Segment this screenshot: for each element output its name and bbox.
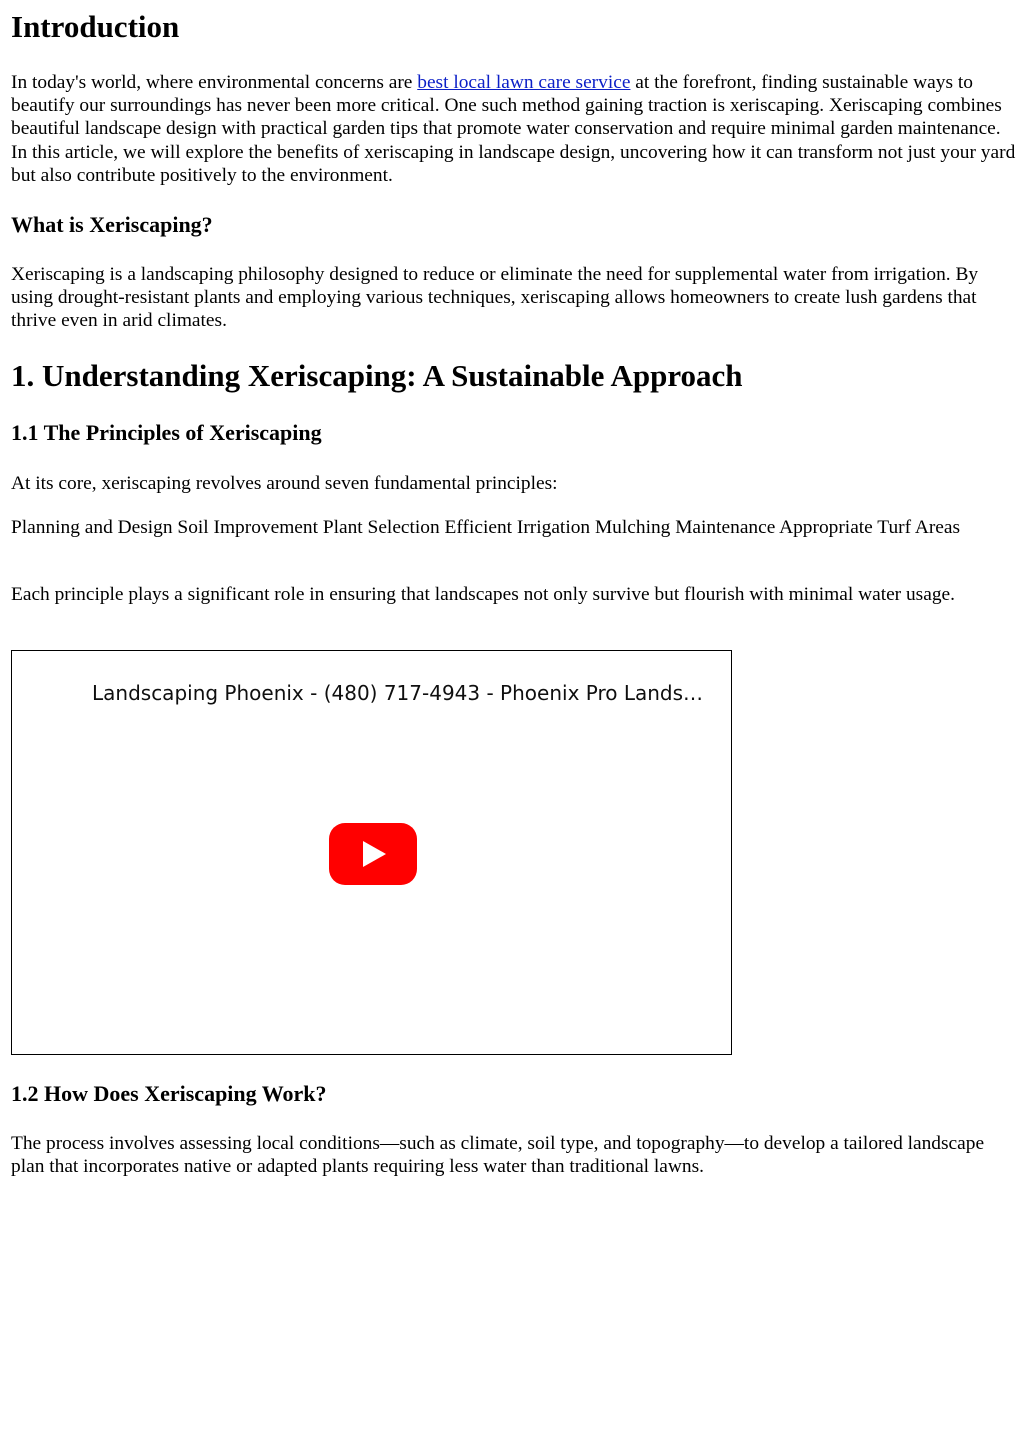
intro-heading: Introduction [11,9,180,44]
principles-closing: Each principle plays a significant role in ensuring that landscapes not only survive but flourish with minimal water usage. [11,584,955,605]
principles-heading: 1.1 The Principles of Xeriscaping [11,420,322,445]
how-it-works-paragraph: The process involves assessing local conditions—such as climate, soil type, and topography—to develop a tailored landscape plan that incorporates native or adapted plants requiring less water than traditional lawns. [11,1133,985,1178]
intro-text-before-link: In today's world, where environmental concerns are [11,72,418,93]
section1-heading: 1. Understanding Xeriscaping: A Sustainable Approach [11,358,743,393]
how-it-works-heading: 1.2 How Does Xeriscaping Work? [11,1081,327,1106]
principles-intro: At its core, xeriscaping revolves around seven fundamental principles: [11,473,558,494]
intro-paragraph [11,71,1016,187]
what-is-paragraph: Xeriscaping is a landscaping philosophy designed to reduce or eliminate the need for supplemental water from irrigation. By using drought-resistant plants and employing various techniques, xeriscaping allows homeowners to create lush gardens that thrive even in arid climates. [11,264,979,332]
play-button-graphic [329,823,417,885]
video-title[interactable]: Landscaping Phoenix - (480) 717-4943 - Phoenix Pro Lands… [92,681,704,705]
youtube-play-icon[interactable] [329,823,417,885]
video-embed[interactable] [11,650,732,1055]
lawn-care-link[interactable]: best local lawn care service [417,72,631,93]
intro-text-after-link: at the forefront, finding sustainable ways to beautify our surroundings has never been more critical. One such method gaining traction is xeriscaping. Xeriscaping combines beautiful landscape design with practical garden tips that promote water conservation and require minimal garden maintenance. In this article, we will explore the benefits of xeriscaping in landscape design, uncovering how it can transform not just your yard but also contribute positively to the environment. [11,72,1016,186]
what-is-heading: What is Xeriscaping? [11,212,213,237]
principles-list: Planning and Design Soil Improvement Plant Selection Efficient Irrigation Mulching Maintenance Appropriate Turf Areas [11,517,961,538]
